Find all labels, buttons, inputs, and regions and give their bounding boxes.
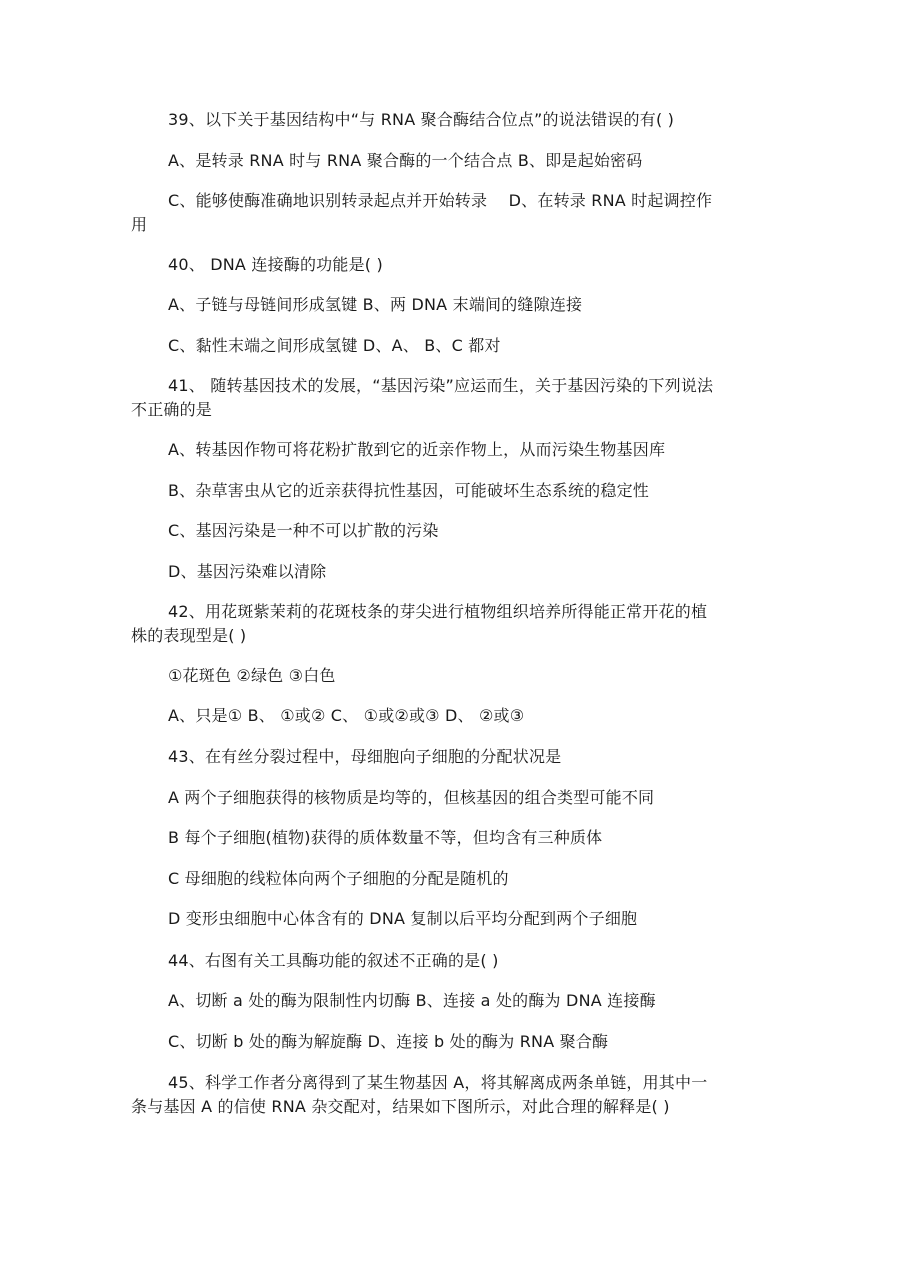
question-43-option-a: A 两个子细胞获得的核物质是均等的，但核基因的组合类型可能不同 bbox=[168, 788, 655, 807]
question-41-stem-wrap: 不正确的是 bbox=[131, 400, 213, 419]
question-42-stem-wrap: 株的表现型是( ) bbox=[131, 626, 247, 645]
question-43-stem: 43、在有丝分裂过程中，母细胞向子细胞的分配状况是 bbox=[168, 747, 562, 766]
question-40-options-ab: A、子链与母链间形成氢键 B、两 DNA 末端间的缝隙连接 bbox=[168, 295, 583, 314]
question-44-stem: 44、右图有关工具酶功能的叙述不正确的是( ) bbox=[168, 951, 499, 970]
question-40-options-cd: C、黏性末端之间形成氢键 D、A、 B、C 都对 bbox=[168, 336, 501, 355]
question-39-stem: 39、以下关于基因结构中“与 RNA 聚合酶结合位点”的说法错误的有( ) bbox=[168, 110, 675, 129]
question-43-option-b: B 每个子细胞(植物)获得的质体数量不等，但均含有三种质体 bbox=[168, 828, 603, 847]
question-40-stem: 40、 DNA 连接酶的功能是( ) bbox=[168, 255, 383, 274]
question-42-stem: 42、用花斑紫茉莉的花斑枝条的芽尖进行植物组织培养所得能正常开花的植 bbox=[168, 602, 708, 621]
question-44-options-ab: A、切断 a 处的酶为限制性内切酶 B、连接 a 处的酶为 DNA 连接酶 bbox=[168, 991, 656, 1010]
question-43-option-d: D 变形虫细胞中心体含有的 DNA 复制以后平均分配到两个子细胞 bbox=[168, 909, 638, 928]
question-39-options-cd: C、能够使酶准确地识别转录起点并开始转录 D、在转录 RNA 时起调控作 bbox=[168, 191, 713, 210]
question-41-option-d: D、基因污染难以清除 bbox=[168, 562, 327, 581]
question-45-stem: 45、科学工作者分离得到了某生物基因 A，将其解离成两条单链，用其中一 bbox=[168, 1073, 708, 1092]
question-39-options-ab: A、是转录 RNA 时与 RNA 聚合酶的一个结合点 B、即是起始密码 bbox=[168, 151, 643, 170]
question-41-stem: 41、 随转基因技术的发展，“基因污染”应运而生，关于基因污染的下列说法 bbox=[168, 376, 714, 395]
question-42-options: A、只是① B、 ①或② C、 ①或②或③ D、 ②或③ bbox=[168, 706, 525, 725]
question-41-option-c: C、基因污染是一种不可以扩散的污染 bbox=[168, 521, 439, 540]
question-41-option-b: B、杂草害虫从它的近亲获得抗性基因，可能破坏生态系统的稳定性 bbox=[168, 481, 649, 500]
question-43-option-c: C 母细胞的线粒体向两个子细胞的分配是随机的 bbox=[168, 869, 509, 888]
question-42-phenotypes: ①花斑色 ②绿色 ③白色 bbox=[168, 666, 336, 685]
question-39-options-cd-wrap: 用 bbox=[131, 215, 148, 234]
question-41-option-a: A、转基因作物可将花粉扩散到它的近亲作物上，从而污染生物基因库 bbox=[168, 440, 666, 459]
question-44-options-cd: C、切断 b 处的酶为解旋酶 D、连接 b 处的酶为 RNA 聚合酶 bbox=[168, 1032, 609, 1051]
question-45-stem-wrap: 条与基因 A 的信使 RNA 杂交配对，结果如下图所示，对此合理的解释是( ) bbox=[131, 1097, 670, 1116]
